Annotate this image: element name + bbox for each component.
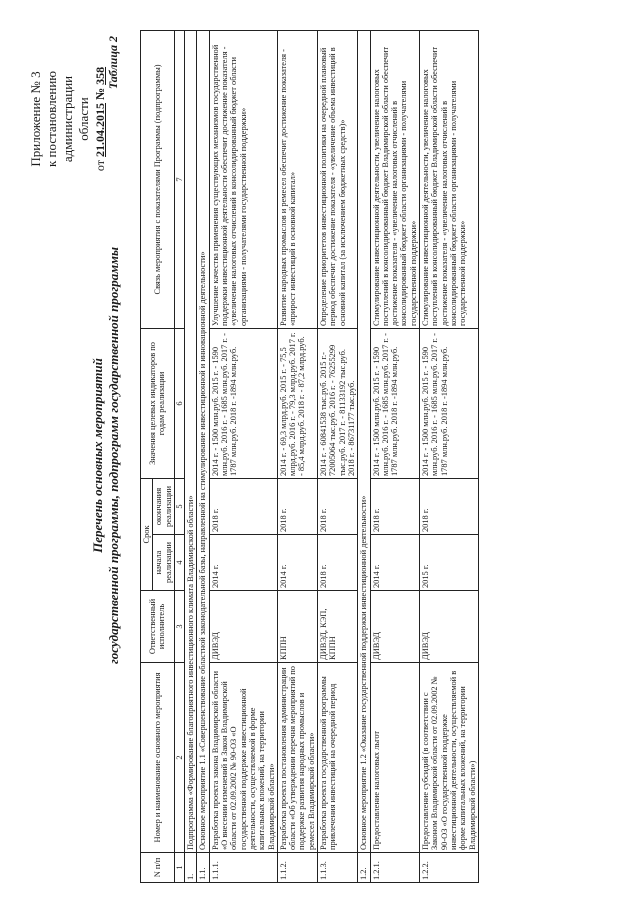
col-header-term: Срок (141, 479, 153, 591)
title-line-2: государственной программы, подпрограмм государственной программы (106, 246, 121, 665)
measure-start: 2014 г. (277, 535, 317, 591)
row-number: 1.2.2. (420, 853, 479, 883)
measures-table (140, 30, 479, 883)
table-label: Таблица 2 (106, 36, 120, 90)
row-number: 1. (185, 853, 197, 883)
measure-end: 2018 г. (318, 479, 358, 535)
measure-executor: КППН (277, 591, 317, 663)
measure-link: Стимулирование инвестиционной деятельности, увеличение налоговых поступлений в консолидированный бюджет Владимирской области обеспечит достижение показателя - «увеличение налоговых отчислений в консолидированный бюджет области организациями - получателями государственной поддержки» (370, 31, 419, 329)
col-number: 6 (174, 329, 184, 479)
row-number: 1.1.3. (318, 853, 358, 883)
table-row-subprogram (185, 31, 197, 883)
measure-link: Определение приоритетов инвестиционной политики на очередной плановый период обеспечит достижение показателя - «увеличение объема инвестиций в основной капитал (за исключением бюджетных средств)» (318, 31, 358, 329)
measure-end: 2018 г. (277, 479, 317, 535)
number-prefix: № (93, 87, 107, 100)
measure-link: Развитие народных промыслов и ремесел обеспечит достижение показателя - «прирост инвестиций в основной капитал» (277, 31, 317, 329)
col-header-num: N п/п (141, 853, 175, 883)
measure-name: Разработка проекта постановления администрации области «Об утверждении перечня мероприятий по поддержке развития народных промыслов и ремесел Владимирской области» (277, 663, 317, 853)
measure-link: Улучшение качества применения существующих механизмов государственной поддержки инвестиционной деятельности обеспечит достижение показателя - «увеличение налоговых отчислений в консолидированный бюджет области организациями - получателями государственной поддержки» (209, 31, 277, 329)
column-number-row (174, 31, 184, 883)
table-row-main-measure (358, 31, 370, 883)
appendix-region: области (76, 97, 91, 141)
row-number: 1.1.1. (209, 853, 277, 883)
row-number: 1.1. (197, 853, 209, 883)
table-row (277, 31, 317, 883)
table-row (370, 31, 419, 883)
col-header-indicators: Значения целевых индикаторов по годам реализации (141, 329, 175, 479)
measure-indicators: 2014 г. - 69,3 млрд.руб. 2015 г. - 75,5 млрд.руб. 2016 г. - 79,3 млрд.руб. 2017 г. - 85,4 млрд.руб. 2018 г. - 87,2 млрд.руб. (277, 329, 317, 479)
measure-executor: ДИВЭД (209, 591, 277, 663)
measure-end: 2018 г. (209, 479, 277, 535)
table-row (318, 31, 358, 883)
measure-indicators: 2014 г. - 60841538 тыс.руб. 2015 г.- 72005064 тыс.руб. 2016 г. - 76255299 тыс.руб. 2017 г. - 81133192 тыс.руб. 2018 г. - 86731177 тыс.руб. (318, 329, 358, 479)
measure-name: Разработка проекта закона Владимирской области «О внесении изменений в Закон Владимирской области от 02.09.2002 № 90-ОЗ «О государственной поддержке инвестиционной деятельности, осуществляемой в форме капитальных вложений, на территории Владимирской области» (209, 663, 277, 853)
measure-name: Предоставление налоговых льгот (370, 663, 419, 853)
title-line-1: Перечень основных мероприятий (90, 358, 105, 553)
table-row (420, 31, 479, 883)
date-value: 21.04.2015 (93, 102, 107, 157)
measure-end: 2018 г. (420, 479, 479, 535)
col-number: 5 (174, 479, 184, 535)
main-measure-title: Основное мероприятие 1.1 «Совершенствование областной законодательной базы, направленной на стимулирование инвестиционной и инновационной деятельности» (197, 31, 209, 853)
col-header-start: начала реализации (153, 535, 175, 591)
col-number: 7 (174, 31, 184, 329)
row-number: 1.1.2. (277, 853, 317, 883)
col-number: 3 (174, 591, 184, 663)
measure-indicators: 2014 г. - 1500 млн.руб. 2015 г. - 1590 млн.руб. 2016 г. - 1685 млн.руб. 2017 г. - 1787 млн.руб. 2018 г. -1894 млн.руб. (420, 329, 479, 479)
col-number: 2 (174, 663, 184, 853)
col-header-link: Связь мероприятия с показателями Программы (подпрограммы) (141, 31, 175, 329)
col-header-executor: Ответственный исполнитель (141, 591, 175, 663)
measure-link: Стимулирование инвестиционной деятельности, увеличение налоговых поступлений в консолидированный бюджет Владимирской области обеспечит достижение показателя - «увеличение налоговых отчислений в консолидированный бюджет области организациями - получателями государственной поддержки» (420, 31, 479, 329)
table-row (209, 31, 277, 883)
subprogram-title: Подпрограмма «Формирование благоприятного инвестиционного климата Владимирской области» (185, 31, 197, 853)
appendix-subtitle: к постановлению администрации (44, 70, 75, 168)
measure-executor: ДИВЭД, КЭП, КППН (318, 591, 358, 663)
measure-start: 2014 г. (209, 535, 277, 591)
measure-indicators: 2014 г. - 1500 млн.руб. 2015 г. - 1590 млн.руб. 2016 г. - 1685 млн.руб. 2017 г. - 1787 млн.руб. 2018 г. -1894 млн.руб. (209, 329, 277, 479)
measure-executor: ДИВЭД (420, 591, 479, 663)
row-number: 1.2. (358, 853, 370, 883)
table-header-row (141, 31, 153, 883)
col-header-end: окончания реализации (153, 479, 175, 535)
table-row-main-measure (197, 31, 209, 883)
measure-executor: ДИВЭД (370, 591, 419, 663)
measure-name: Предоставление субсидий (в соответствии с Законом Владимирской области от 02.09.2002 № 90-ОЗ «О государственной поддержке инвестиционной деятельности, осуществляемой в форме капитальных вложений, на территории Владимирской области») (420, 663, 479, 853)
col-header-name: Номер и наименование основного мероприятия (141, 663, 175, 853)
row-number: 1.2.1. (370, 853, 419, 883)
measure-indicators: 2014 г. - 1500 млн.руб. 2015 г. - 1590 млн.руб. 2016 г. - 1685 млн.руб. 2017 г. - 1787 млн.руб. 2018 г. -1894 млн.руб. (370, 329, 419, 479)
rotated-content (28, 28, 608, 883)
measure-end: 2018 г. (370, 479, 419, 535)
number-value: 358 (93, 66, 107, 85)
measure-name: Разработка проекта государственной программы привлечения инвестиций на очередной период (318, 663, 358, 853)
col-number: 1 (174, 853, 184, 883)
main-measure-title: Основное мероприятие 1.2 «Оказание государственной поддержки инвестиционной деятельности» (358, 31, 370, 853)
document-title (90, 28, 122, 883)
measure-start: 2015 г. (420, 535, 479, 591)
col-number: 4 (174, 535, 184, 591)
date-prefix: от (93, 159, 107, 172)
appendix-title: Приложение № 3 (28, 71, 43, 167)
measure-start: 2018 г. (318, 535, 358, 591)
measure-start: 2014 г. (370, 535, 419, 591)
